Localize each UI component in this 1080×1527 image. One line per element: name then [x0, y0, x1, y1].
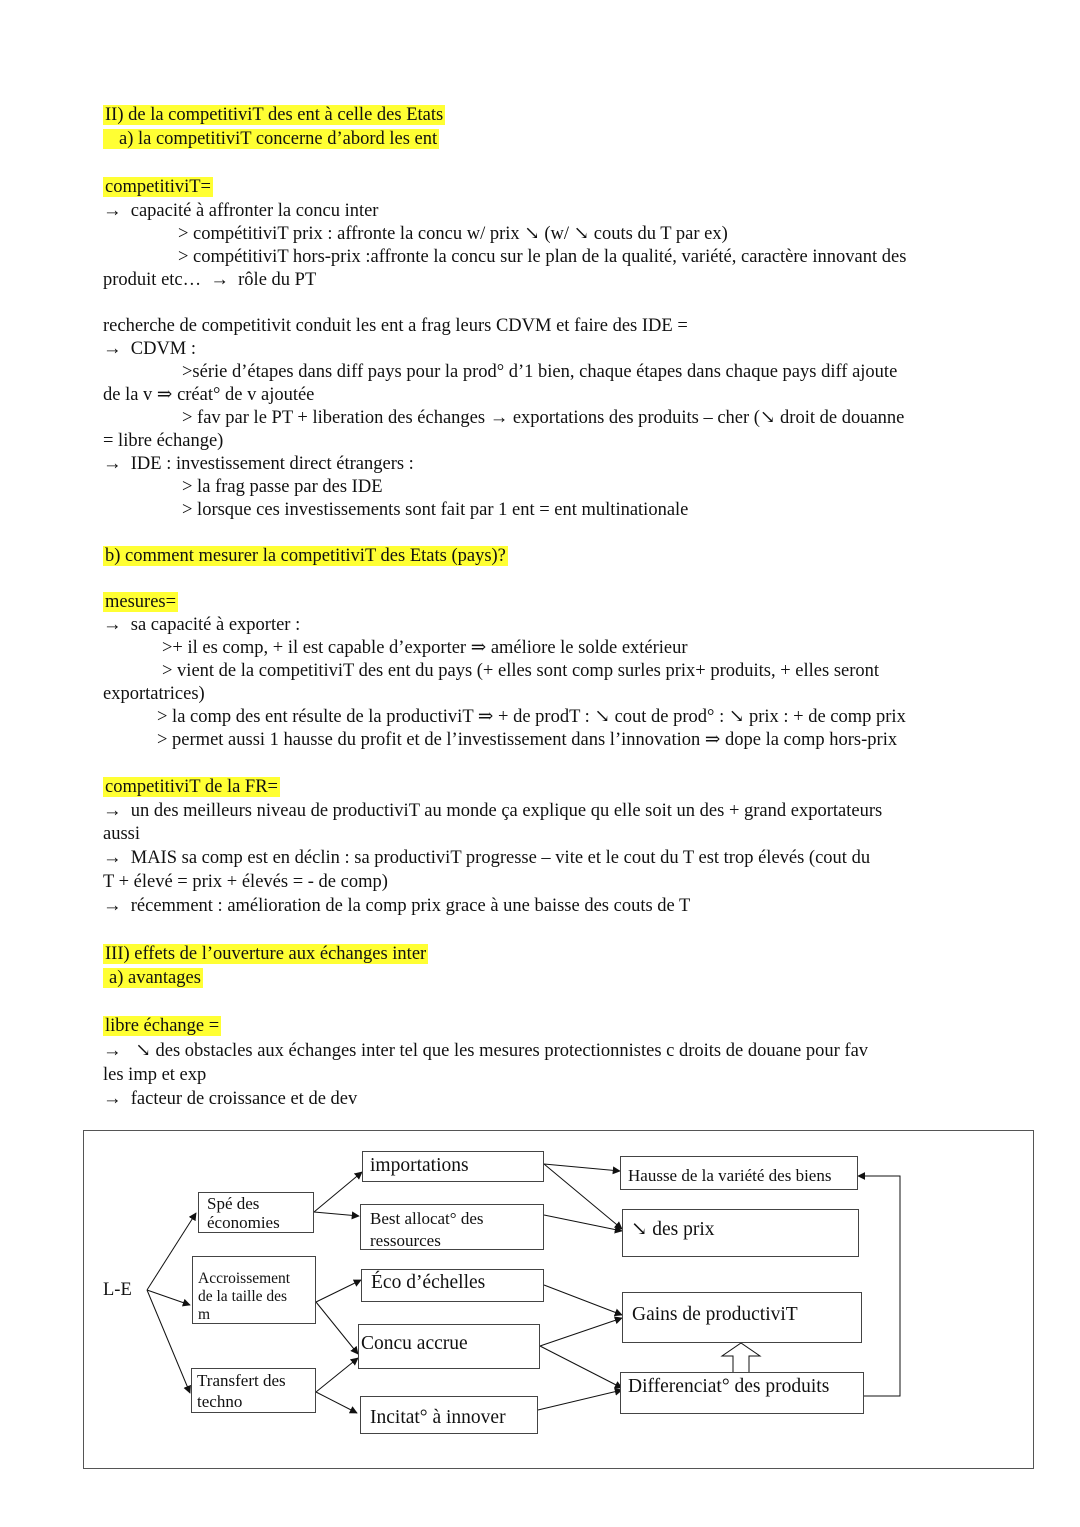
arrow-concu-gains: [540, 1318, 622, 1346]
arrow-le-transf: [147, 1290, 190, 1393]
recherche-line-5: > fav par le PT + liberation des échanges → exportations des produits – cher (↘ droit de douanne: [182, 408, 905, 428]
box-best-allocation: Best allocat° des ressources: [360, 1204, 544, 1250]
arrow-icon: →: [103, 801, 122, 821]
recherche-line-4: de la v ⇒ créat° de v ajoutée: [103, 385, 315, 405]
libre-echange-line-3: → facteur de croissance et de dev: [103, 1089, 358, 1109]
mesures-line-6: > permet aussi 1 hausse du profit et de l’investissement dans l’innovation ⇒ dope la comp hors-prix: [157, 730, 898, 750]
france-line-5: → récemment : amélioration de la comp prix grace à une baisse des couts de T: [103, 896, 691, 916]
recherche-line-1: recherche de competitivit conduit les ent a frag leurs CDVM et faire des IDE =: [103, 316, 688, 336]
box-hausse-variete: Hausse de la variété des biens: [620, 1156, 858, 1190]
arrow-icon: →: [103, 339, 122, 359]
libre-echange-label: libre échange =: [105, 1016, 220, 1036]
arrow-spe-best: [314, 1212, 359, 1216]
arrow-icon: →: [103, 896, 122, 916]
recherche-line-8: > la frag passe par des IDE: [182, 477, 383, 497]
section-2b-title: b) comment mesurer la competitiviT des Etats (pays)?: [105, 546, 506, 566]
box-incitation-innover: Incitat° à innover: [360, 1396, 538, 1434]
competitivite-line-4: produit etc… → rôle du PT: [103, 270, 317, 290]
france-label: competitiviT de la FR=: [105, 777, 278, 797]
section-2-title: II) de la competitiviT des ent à celle des Etats: [105, 105, 444, 125]
arrow-concu-diff: [540, 1346, 622, 1388]
diagram-root-le: L-E: [103, 1280, 132, 1300]
mesures-line-3: > vient de la competitiviT des ent du pays (+ elles sont comp surles prix+ produits, + elles seront: [162, 661, 880, 681]
arrow-accr-eco: [316, 1280, 361, 1302]
france-line-3: → MAIS sa comp est en déclin : sa productiviT progresse – vite et le cout du T est trop élevés (cout du: [103, 848, 871, 868]
arrow-icon: →: [103, 201, 122, 221]
arrow-icon: →: [210, 270, 229, 290]
recherche-line-7: → IDE : investissement direct étrangers :: [103, 454, 414, 474]
mesures-line-1: → sa capacité à exporter :: [103, 615, 301, 635]
france-line-4: T + élevé = prix + élevés = - de comp): [103, 872, 388, 892]
arrow-best-prix: [544, 1215, 622, 1231]
box-transfert-techno: Transfert des techno: [191, 1368, 316, 1413]
france-line-2: aussi: [103, 824, 140, 844]
recherche-line-6: = libre échange): [103, 431, 224, 451]
box-importations: importations: [362, 1151, 544, 1182]
arrow-icon: →: [103, 848, 122, 868]
recherche-line-9: > lorsque ces investissements sont fait par 1 ent = ent multinationale: [182, 500, 689, 520]
section-3a-title: a) avantages: [103, 967, 203, 989]
box-differenciation-produits: Differenciat° des produits: [620, 1372, 864, 1414]
arrow-icon: →: [103, 1089, 122, 1109]
arrow-import-prix: [544, 1164, 622, 1229]
arrow-diff-hausse: [858, 1176, 900, 1396]
section-3-title: III) effets de l’ouverture aux échanges inter: [105, 944, 427, 964]
mesures-line-4: exportatrices): [103, 684, 205, 704]
section-2a-title: a) la competitiviT concerne d’abord les ent: [103, 128, 439, 150]
box-baisse-prix: ↘ des prix: [622, 1209, 859, 1257]
arrow-spe-import: [314, 1172, 362, 1212]
competitivite-label: competitiviT=: [105, 177, 211, 197]
mesures-label: mesures=: [105, 592, 177, 612]
arrow-eco-gains: [544, 1285, 622, 1315]
libre-echange-line-2: les imp et exp: [103, 1065, 207, 1085]
competitivite-line-2: > compétitiviT prix : affronte la concu w/ prix ↘ (w/ ↘ couts du T par ex): [178, 224, 728, 244]
arrow-transf-incitat: [316, 1392, 357, 1413]
arrow-accr-concu: [316, 1302, 358, 1354]
mesures-line-5: > la comp des ent résulte de la productiviT ⇒ + de prodT : ↘ cout de prod° : ↘ prix : + de comp prix: [157, 707, 906, 727]
mesures-line-2: >+ il es comp, + il est capable d’exporter ⇒ améliore le solde extérieur: [162, 638, 688, 658]
arrow-icon: →: [103, 454, 122, 474]
box-concu-accrue: Concu accrue: [358, 1324, 540, 1369]
competitivite-line-1: → capacité à affronter la concu inter: [103, 201, 379, 221]
france-line-1: → un des meilleurs niveau de productiviT au monde ça explique qu elle soit un des + grand exportateurs: [103, 801, 883, 821]
arrow-icon: →: [103, 615, 122, 635]
box-accroissement: Accroissement de la taille des m: [192, 1256, 316, 1324]
arrow-transf-concu: [316, 1358, 358, 1392]
competitivite-line-3: > compétitiviT hors-prix :affronte la concu sur le plan de la qualité, variété, caractère innovant des: [178, 247, 907, 267]
box-spe-economies: Spé des économies: [198, 1192, 314, 1233]
recherche-line-2: → CDVM :: [103, 339, 197, 359]
box-eco-echelles: Éco d’échelles: [361, 1269, 544, 1302]
libre-echange-line-1: → ↘ des obstacles aux échanges inter tel que les mesures protectionnistes c droits de douane pour fav: [103, 1041, 869, 1061]
arrow-incitat-diff: [538, 1390, 622, 1410]
arrow-icon: →: [103, 1041, 122, 1061]
arrow-le-spe: [147, 1213, 196, 1290]
box-gains-productivite: Gains de productiviT: [622, 1292, 862, 1343]
arrow-le-accr: [147, 1290, 190, 1305]
recherche-line-3: >série d’étapes dans diff pays pour la prod° d’1 bien, chaque étapes dans chaque pays diff ajoute: [182, 362, 898, 382]
arrow-import-hausse: [544, 1164, 620, 1171]
hollow-up-arrow: [722, 1343, 760, 1372]
